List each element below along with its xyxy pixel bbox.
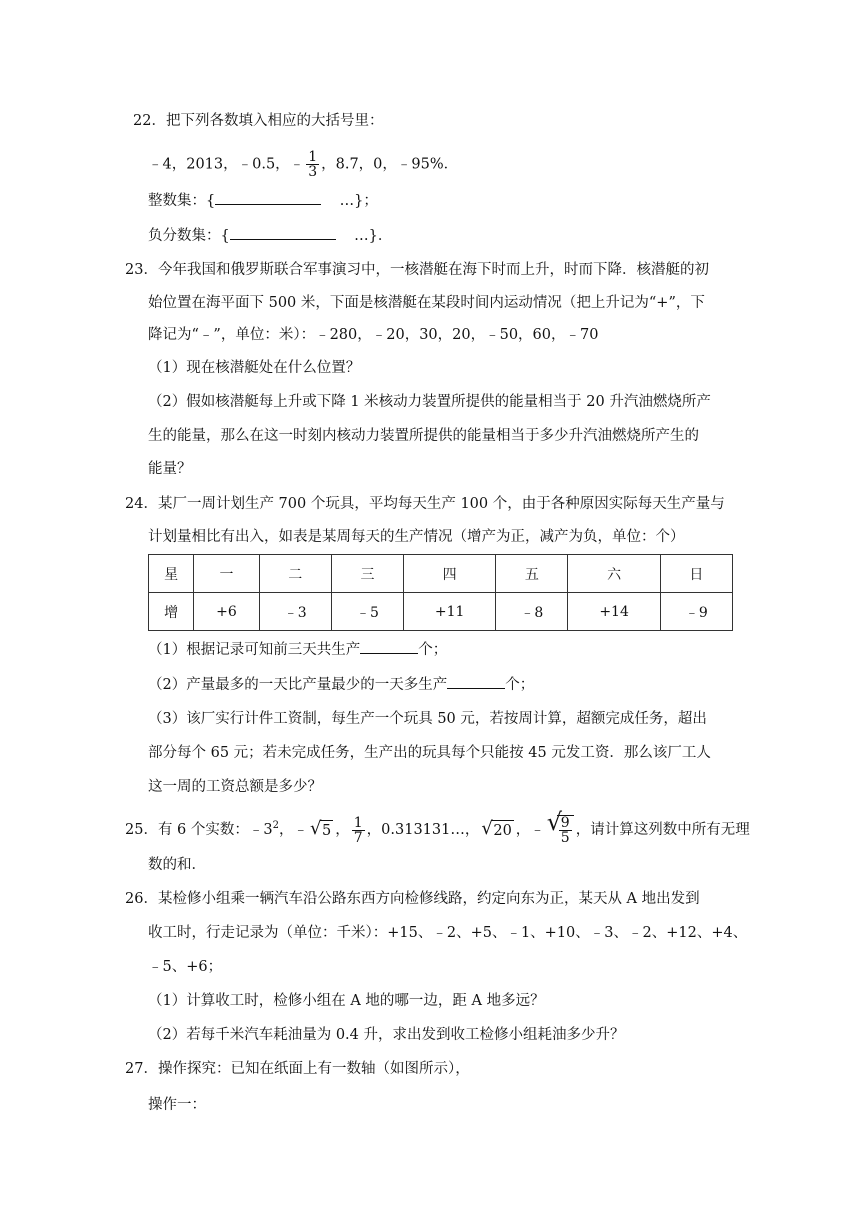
q23-sub2a: （2）假如核潜艇每上升或下降 1 米核动力装置所提供的能量相当于 20 升汽油燃烧所产	[148, 394, 711, 410]
q23-line1: 23．今年我国和俄罗斯联合军事演习中，一核潜艇在海下时而上升，时而下降．核潜艇的初	[125, 262, 709, 278]
table-cell: 六	[568, 555, 660, 593]
q23-sub1: （1）现在核潜艇处在什么位置？	[148, 360, 361, 376]
q26-sub2: （2）若每千米汽车耗油量为 0.4 升，求出发到收工检修小组耗油多少升？	[148, 1027, 625, 1043]
q23-sub2c: 能量？	[148, 461, 192, 477]
fraction-one-seventh: $\frac{1}{7}$	[353, 814, 363, 846]
q22-negative-fraction-set: 负分数集：{ …}．	[148, 228, 393, 244]
q24-sub2: （2）产量最多的一天比产量最少的一天多生产 个；	[148, 677, 535, 693]
table-cell: 四	[404, 555, 496, 593]
q27-line1: 27．操作探究：已知在纸面上有一数轴（如图所示），	[125, 1061, 470, 1077]
integer-set-blank[interactable]	[215, 204, 321, 205]
q24-line2: 计划量相比有出入，如表是某周每天的生产情况（增产为正，减产为负，单位：个）	[148, 529, 685, 545]
table-cell: +11	[404, 593, 496, 631]
sqrt-nine-fifths: √ $\frac{9}{5}$	[547, 815, 574, 845]
table-cell: 一	[194, 555, 259, 593]
table-cell: +6	[194, 593, 259, 631]
q22-integer-set: 整数集：{ …}；	[148, 193, 378, 209]
q24-sub3b: 部分每个 65 元；若未完成任务，生产出的玩具每个只能按 45 元发工资．那么该厂工人	[148, 745, 711, 761]
q23-line2: 始位置在海平面下 500 米，下面是核潜艇在某段时间内运动情况（把上升记为“+”，下	[148, 295, 705, 311]
q26-line1: 26．某检修小组乘一辆汽车沿公路东西方向检修线路，约定向东为正，某天从 A 地出发到	[125, 891, 700, 907]
sqrt-20: √ 20	[481, 817, 512, 839]
table-row	[149, 593, 733, 631]
q25-line1: 25．有 6 个实数：$﹣3^2$，﹣ √ 5 ， $\frac{1}{7}$ ，0.313131…， √ 20 ，﹣ √ $\frac{9}{5}$ ，请计算这列数中所有无理	[125, 808, 750, 846]
q23-sub2b: 生的能量，那么在这一时刻内核动力装置所提供的能量相当于多少升汽油燃烧所产生的	[148, 428, 699, 444]
table-cell: 三	[331, 555, 403, 593]
q24-sub1: （1）根据记录可知前三天共生产 个；	[148, 642, 448, 658]
q22-title: 22．把下列各数填入相应的大括号里：	[133, 113, 384, 129]
table-cell: 增	[149, 593, 194, 631]
sub2-answer-blank[interactable]	[447, 688, 505, 689]
sub1-answer-blank[interactable]	[360, 653, 418, 654]
table-cell: 星	[149, 555, 194, 593]
production-table	[148, 554, 733, 631]
q24-sub3c: 这一周的工资总额是多少？	[148, 779, 322, 795]
q25-line2: 数的和．	[148, 857, 206, 873]
table-cell: ﹣3	[259, 593, 331, 631]
q24-line1: 24．某厂一周计划生产 700 个玩具，平均每天生产 100 个，由于各种原因实际每天生产量与	[125, 496, 725, 512]
sqrt-5: √ 5	[310, 817, 332, 839]
q24-sub3a: （3）该厂实行计件工资制，每生产一个玩具 50 元，若按周计算，超额完成任务，超出	[148, 711, 707, 727]
q26-sub1: （1）计算收工时，检修小组在 A 地的哪一边，距 A 地多远？	[148, 993, 545, 1009]
table-cell: ﹣5	[331, 593, 403, 631]
fraction-one-third: $\frac{1}{3}$	[308, 149, 318, 180]
table-cell: ﹣8	[496, 593, 568, 631]
q26-line3: ﹣5、+6；	[148, 959, 223, 975]
table-cell: 日	[660, 555, 732, 593]
q26-line2: 收工时，行走记录为（单位：千米）：+15、﹣2、+5、﹣1、+10、﹣3、﹣2、+12、+4、	[148, 925, 748, 941]
table-cell: +14	[568, 593, 660, 631]
table-cell: 二	[259, 555, 331, 593]
table-cell: 五	[496, 555, 568, 593]
table-cell: ﹣9	[660, 593, 732, 631]
q27-line2: 操作一：	[148, 1097, 206, 1113]
q23-line3: 降记为“﹣”，单位：米）：﹣280，﹣20，30，20，﹣50，60，﹣70	[148, 327, 599, 343]
table-row	[149, 555, 733, 593]
q22-numbers: ﹣4，2013，﹣0.5，﹣ $\frac{1}{3}$ ，8.7，0，﹣95%．	[148, 149, 459, 180]
negative-fraction-set-blank[interactable]	[230, 239, 336, 240]
